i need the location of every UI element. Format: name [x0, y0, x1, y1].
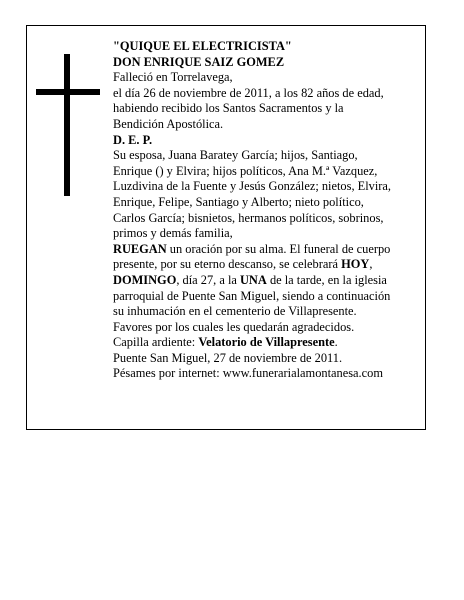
death-line: Bendición Apostólica.	[113, 116, 224, 131]
ruegan-line: RUEGAN un oración por su alma. El funeral de cuerpo	[113, 241, 391, 256]
thanks-line: Favores por los cuales les quedarán agradecidos.	[113, 319, 355, 334]
family-line: Luzdivina de la Fuente y Jesús González; nietos, Elvira,	[113, 179, 392, 194]
heading-name: DON ENRIQUE SAIZ GOMEZ	[113, 54, 285, 69]
family-line: Carlos García; bisnietos, hermanos políticos, sobrinos,	[113, 210, 384, 225]
capilla-value: Velatorio de Villapresente	[198, 335, 335, 350]
family-line: primos y demás familia,	[113, 226, 233, 241]
capilla-line: Capilla ardiente: Velatorio de Villapresente.	[113, 335, 338, 350]
ruegan-bold: RUEGAN	[113, 241, 167, 256]
death-line: habiendo recibido los Santos Sacramentos y la	[113, 101, 344, 116]
funeral-line: parroquial de Puente San Miguel, siendo a continuación	[113, 288, 391, 303]
obituary-text	[113, 39, 419, 382]
dep-label: D. E. P.	[113, 132, 153, 147]
una-bold: UNA	[239, 272, 267, 287]
death-line: el día 26 de noviembre de 2011, a los 82 años de edad,	[113, 85, 384, 100]
death-line: Falleció en Torrelavega,	[113, 70, 233, 85]
family-line: Su esposa, Juana Baratey García; hijos, Santiago,	[113, 148, 358, 163]
pesames-line: Pésames por internet: www.funerarialamontanesa.com	[113, 366, 383, 381]
hoy-bold: HOY	[341, 257, 370, 272]
funeral-line: DOMINGO, día 27, a la UNA de la tarde, en la iglesia	[113, 272, 387, 287]
family-line: Enrique, Felipe, Santiago y Alberto; nieto político,	[113, 194, 364, 209]
place-date: Puente San Miguel, 27 de noviembre de 2011.	[113, 350, 343, 365]
funeral-line: presente, por su eterno descanso, se celebrará HOY,	[113, 257, 373, 272]
cross-icon	[36, 54, 100, 196]
family-line: Enrique () y Elvira; hijos políticos, Ana M.ª Vazquez,	[113, 163, 378, 178]
funeral-line: su inhumación en el cementerio de Villapresente.	[113, 304, 357, 319]
domingo-bold: DOMINGO	[113, 272, 177, 287]
heading-nickname: "QUIQUE EL ELECTRICISTA"	[113, 39, 292, 53]
